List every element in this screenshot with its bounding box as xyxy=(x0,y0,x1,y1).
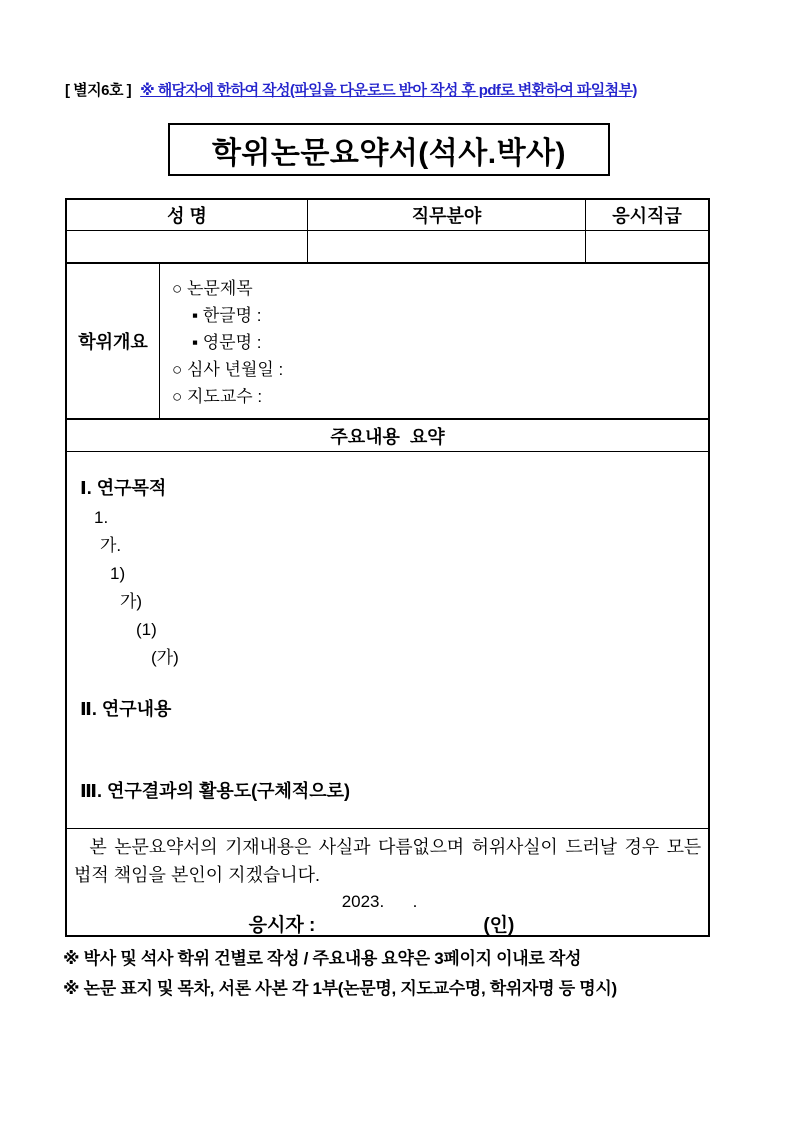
outline-item-level-4: 가) xyxy=(120,592,143,611)
form-table xyxy=(65,198,710,937)
declaration-date: 2023. . xyxy=(341,892,418,911)
name-value-cell xyxy=(67,231,308,262)
summary-header xyxy=(67,420,708,452)
degree-overview-content xyxy=(160,264,708,418)
seal-label: (인) xyxy=(483,915,515,936)
outline-item-level-6: (가) xyxy=(151,648,179,667)
col-header-name: 성 명 xyxy=(67,200,308,230)
summary-body xyxy=(67,452,708,829)
declaration-section xyxy=(67,829,708,935)
outline-item-3-application: Ⅲ. 연구결과의 활용도(구체적으로) xyxy=(80,781,351,801)
form-ref: [ 별지6호 ] xyxy=(65,82,132,99)
document-title: 학위논문요약서(석사.박사) xyxy=(211,136,567,170)
signature-line xyxy=(67,914,708,937)
signer-label: 응시자 : xyxy=(248,915,316,936)
exam-grade-value-cell xyxy=(586,231,708,262)
degree-overview-row xyxy=(67,264,708,420)
overview-item-review-date: ○ 심사 년월일 : xyxy=(172,360,284,379)
title-box xyxy=(168,123,610,176)
overview-item-advisor: ○ 지도교수 : xyxy=(172,387,263,406)
overview-item-thesis-title: ○ 논문제목 xyxy=(172,279,253,298)
outline-item-level-3: 1) xyxy=(110,564,126,583)
header-line xyxy=(65,79,637,100)
footnote-1: ※ 박사 및 석사 학위 건별로 작성 / 주요내용 요약은 3페이지 이내로 작성 xyxy=(63,949,582,968)
overview-item-english-title: ▪ 영문명 : xyxy=(192,333,262,352)
job-field-value-cell xyxy=(308,231,586,262)
outline-item-level-1: 1. xyxy=(94,508,109,527)
degree-overview-label: 학위개요 xyxy=(67,264,160,418)
declaration-line-1: 본 논문요약서의 기재내용은 사실과 다름없으며 허위사실이 드러날 경우 모든 xyxy=(74,837,701,857)
outline-item-2-content: Ⅱ. 연구내용 xyxy=(80,699,172,719)
col-header-job-field: 직무분야 xyxy=(308,200,586,230)
outline-item-1-purpose: Ⅰ. 연구목적 xyxy=(80,478,167,498)
overview-item-korean-title: ▪ 한글명 : xyxy=(192,306,262,325)
summary-header-text: 주요내용 요약 xyxy=(330,426,445,447)
declaration-line-2: 법적 책임을 본인이 지겠습니다. xyxy=(74,865,321,885)
outline-item-level-2: 가. xyxy=(100,536,122,555)
info-header-row xyxy=(67,200,708,231)
instruction-note: ※ 해당자에 한하여 작성(파일을 다운로드 받아 작성 후 pdf로 변환하여 파일첨부) xyxy=(140,82,637,99)
col-header-exam-grade: 응시직급 xyxy=(612,206,682,226)
outline-item-level-5: (1) xyxy=(136,620,157,639)
info-value-row xyxy=(67,231,708,264)
footnote-2: ※ 논문 표지 및 목차, 서론 사본 각 1부(논문명, 지도교수명, 학위자명 등 명시) xyxy=(63,979,617,998)
